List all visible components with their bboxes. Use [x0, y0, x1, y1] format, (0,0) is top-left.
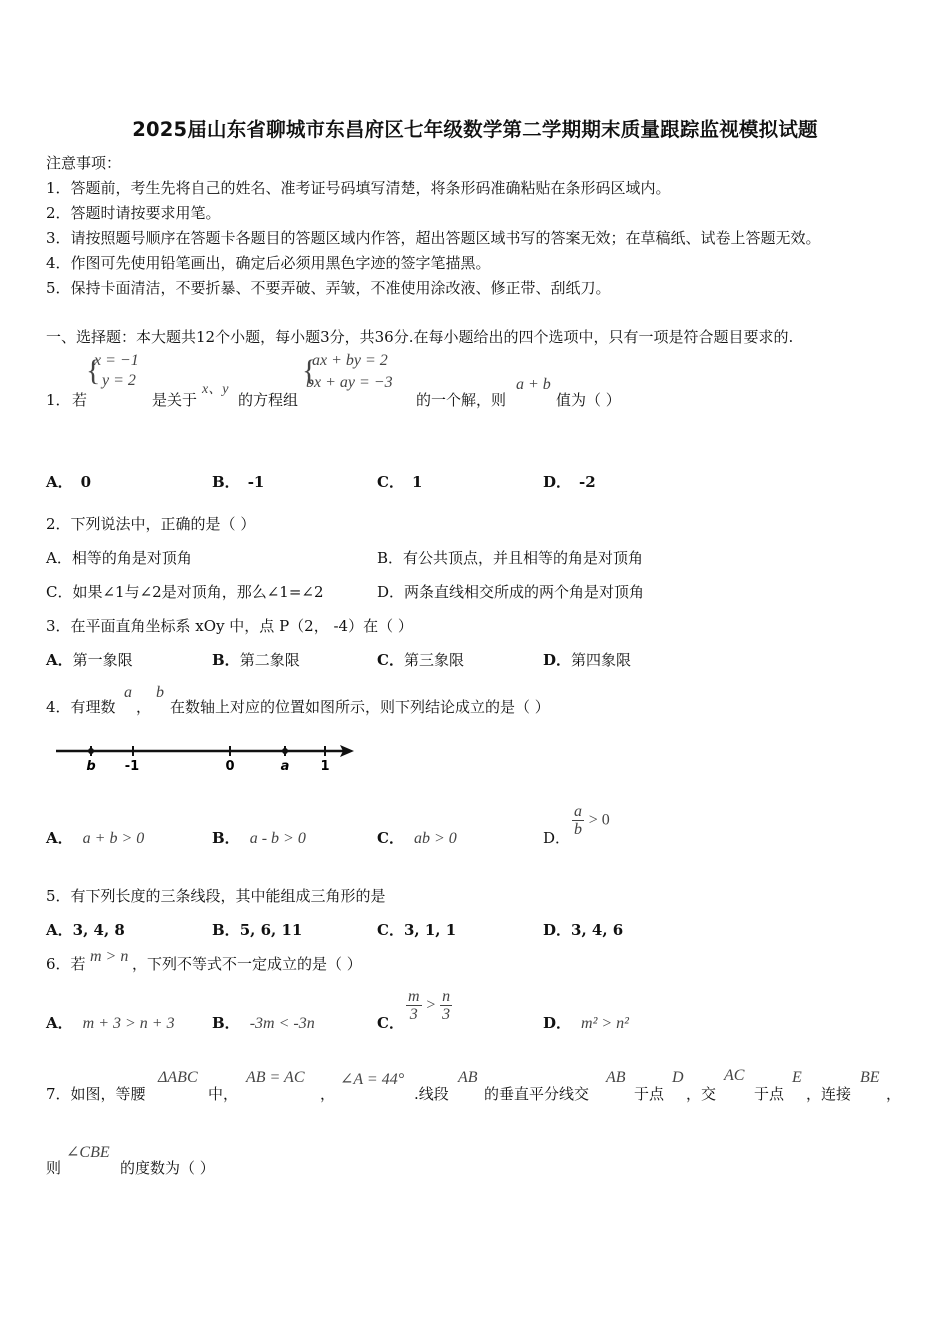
- q2-option-b[interactable]: B．有公共顶点，并且相等的角是对顶角: [377, 549, 644, 567]
- q1-text: 的一个解，则: [416, 391, 507, 409]
- notice-item: 5．保持卡面清洁，不要折暴、不要弄破、弄皱，不准使用涂改液、修正带、刮纸刀。: [46, 279, 611, 297]
- q1-number: 1．: [46, 391, 71, 409]
- axis-label-a: a: [280, 759, 290, 774]
- q7-text: 则: [46, 1159, 62, 1177]
- q4-option-c[interactable]: C． ab > 0: [377, 829, 457, 847]
- q2-option-a[interactable]: A．相等的角是对顶角: [46, 549, 192, 567]
- q6-option-c[interactable]: $\frac{m}{3}$ > $\frac{n}{3}$: [408, 988, 451, 1023]
- q7-text: ，: [886, 1085, 902, 1103]
- q4-option-d-label[interactable]: D．: [543, 829, 571, 847]
- q6-option-a[interactable]: A． m + 3 > n + 3: [46, 1014, 175, 1032]
- q7-text: 中，: [208, 1085, 239, 1103]
- q7-segment: AB: [458, 1069, 478, 1086]
- q1-text: 值为（ ）: [556, 391, 621, 409]
- axis-label-neg1: -1: [124, 759, 140, 774]
- notice-item: 3．请按照题号顺序在答题卡各题目的答题区域内作答，超出答题区域书写的答案无效；在草稿纸、试卷上答题无效。: [46, 229, 821, 247]
- q7-point-d: D: [672, 1069, 684, 1086]
- q7-text: 于点: [634, 1085, 665, 1103]
- q7-text: ，连接: [806, 1085, 852, 1103]
- number-line: [54, 738, 358, 774]
- axis-label-1: 1: [320, 759, 330, 774]
- q5-stem: 5．有下列长度的三条线段，其中能组成三角形的是: [46, 887, 386, 905]
- q7-text: 于点: [754, 1085, 785, 1103]
- axis-label-0: 0: [225, 759, 235, 774]
- q7-point-e: E: [792, 1069, 802, 1086]
- notice-item: 2．答题时请按要求用笔。: [46, 204, 221, 222]
- q6-option-b[interactable]: B． -3m < -3n: [212, 1014, 315, 1032]
- q4-option-b[interactable]: B． a - b > 0: [212, 829, 306, 847]
- q7-equality: AB = AC: [246, 1069, 305, 1086]
- q1-text: 的方程组: [238, 391, 299, 409]
- q4-text: 4．有理数: [46, 698, 116, 716]
- q1-option-a[interactable]: A． 0: [46, 473, 92, 491]
- q1-option-d[interactable]: D． -2: [543, 473, 596, 491]
- q5-option-d[interactable]: D．3, 4, 6: [543, 921, 624, 939]
- notice-item: 1．答题前，考生先将自己的姓名、准考证号码填写清楚，将条形码准确粘贴在条形码区域内。: [46, 179, 671, 197]
- q4-option-a[interactable]: A． a + b > 0: [46, 829, 145, 847]
- section-heading: 一、选择题：本大题共12个小题，每小题3分，共36分.在每小题给出的四个选项中，只有一项是符合题目要求的.: [46, 328, 794, 346]
- brace-icon: {: [302, 354, 317, 387]
- q7-angle: ∠A = 44°: [340, 1071, 405, 1088]
- system1-eq1: x = −1: [94, 352, 139, 369]
- q6-option-d[interactable]: D． m² > n²: [543, 1014, 629, 1032]
- q1-vars: x、y: [202, 382, 229, 397]
- q3-option-d[interactable]: D．第四象限: [543, 651, 632, 669]
- q7-text: .线段: [414, 1085, 449, 1103]
- q7-text: ，交: [686, 1085, 717, 1103]
- page-title: 2025届山东省聊城市东昌府区七年级数学第二学期期末质量跟踪监视模拟试题: [132, 118, 818, 141]
- q7-text: 7．如图，等腰: [46, 1085, 146, 1103]
- q1-option-c[interactable]: C． 1: [377, 473, 423, 491]
- q1-text: 是关于: [152, 391, 198, 409]
- q3-option-b[interactable]: B．第二象限: [212, 651, 300, 669]
- q7-text: ，: [320, 1085, 336, 1103]
- q1-option-b[interactable]: B． -1: [212, 473, 265, 491]
- notice-item: 4．作图可先使用铅笔画出，确定后必须用黑色字迹的签字笔描黑。: [46, 254, 491, 272]
- system2-eq1: ax + by = 2: [312, 352, 388, 369]
- q4-comma: ，: [136, 698, 152, 716]
- q4-var-a: a: [124, 684, 132, 701]
- notice-heading: 注意事项：: [46, 154, 122, 172]
- q5-option-b[interactable]: B．5, 6, 11: [212, 921, 303, 939]
- q2-stem: 2．下列说法中，正确的是（ ）: [46, 515, 256, 533]
- q2-option-d[interactable]: D．两条直线相交所成的两个角是对顶角: [377, 583, 645, 601]
- q7-segment: AC: [724, 1067, 745, 1084]
- q1-expr: a + b: [516, 376, 551, 393]
- system1-eq2: y = 2: [102, 372, 136, 389]
- q2-option-c[interactable]: C．如果∠1与∠2是对顶角，那么∠1=∠2: [46, 583, 324, 601]
- q4-var-b: b: [156, 684, 164, 701]
- brace-icon: {: [86, 354, 101, 387]
- q6-condition: m > n: [90, 948, 129, 965]
- q3-option-c[interactable]: C．第三象限: [377, 651, 464, 669]
- q4-text: 在数轴上对应的位置如图所示，则下列结论成立的是（ ）: [170, 698, 550, 716]
- q6-option-c-label[interactable]: C．: [377, 1014, 404, 1032]
- q5-option-c[interactable]: C．3, 1, 1: [377, 921, 457, 939]
- q4-option-d[interactable]: $\frac{a}{b}$ > 0: [574, 803, 610, 838]
- q7-segment: BE: [860, 1069, 880, 1086]
- q3-option-a[interactable]: A．第一象限: [46, 651, 133, 669]
- q7-text: 的度数为（ ）: [120, 1159, 215, 1177]
- q6-text: ，下列不等式不一定成立的是（ ）: [132, 955, 362, 973]
- system2-eq2: bx + ay = −3: [306, 374, 393, 391]
- q7-text: 的垂直平分线交: [484, 1085, 590, 1103]
- q7-triangle: ΔABC: [158, 1069, 198, 1086]
- axis-label-b: b: [86, 759, 96, 774]
- q7-angle-cbe: ∠CBE: [66, 1144, 110, 1161]
- q1-text: 若: [72, 391, 88, 409]
- q5-option-a[interactable]: A．3, 4, 8: [46, 921, 125, 939]
- q6-text: 6．若: [46, 955, 86, 973]
- q3-stem: 3．在平面直角坐标系 xOy 中，点 P（2， -4）在（ ）: [46, 617, 413, 635]
- q7-segment: AB: [606, 1069, 626, 1086]
